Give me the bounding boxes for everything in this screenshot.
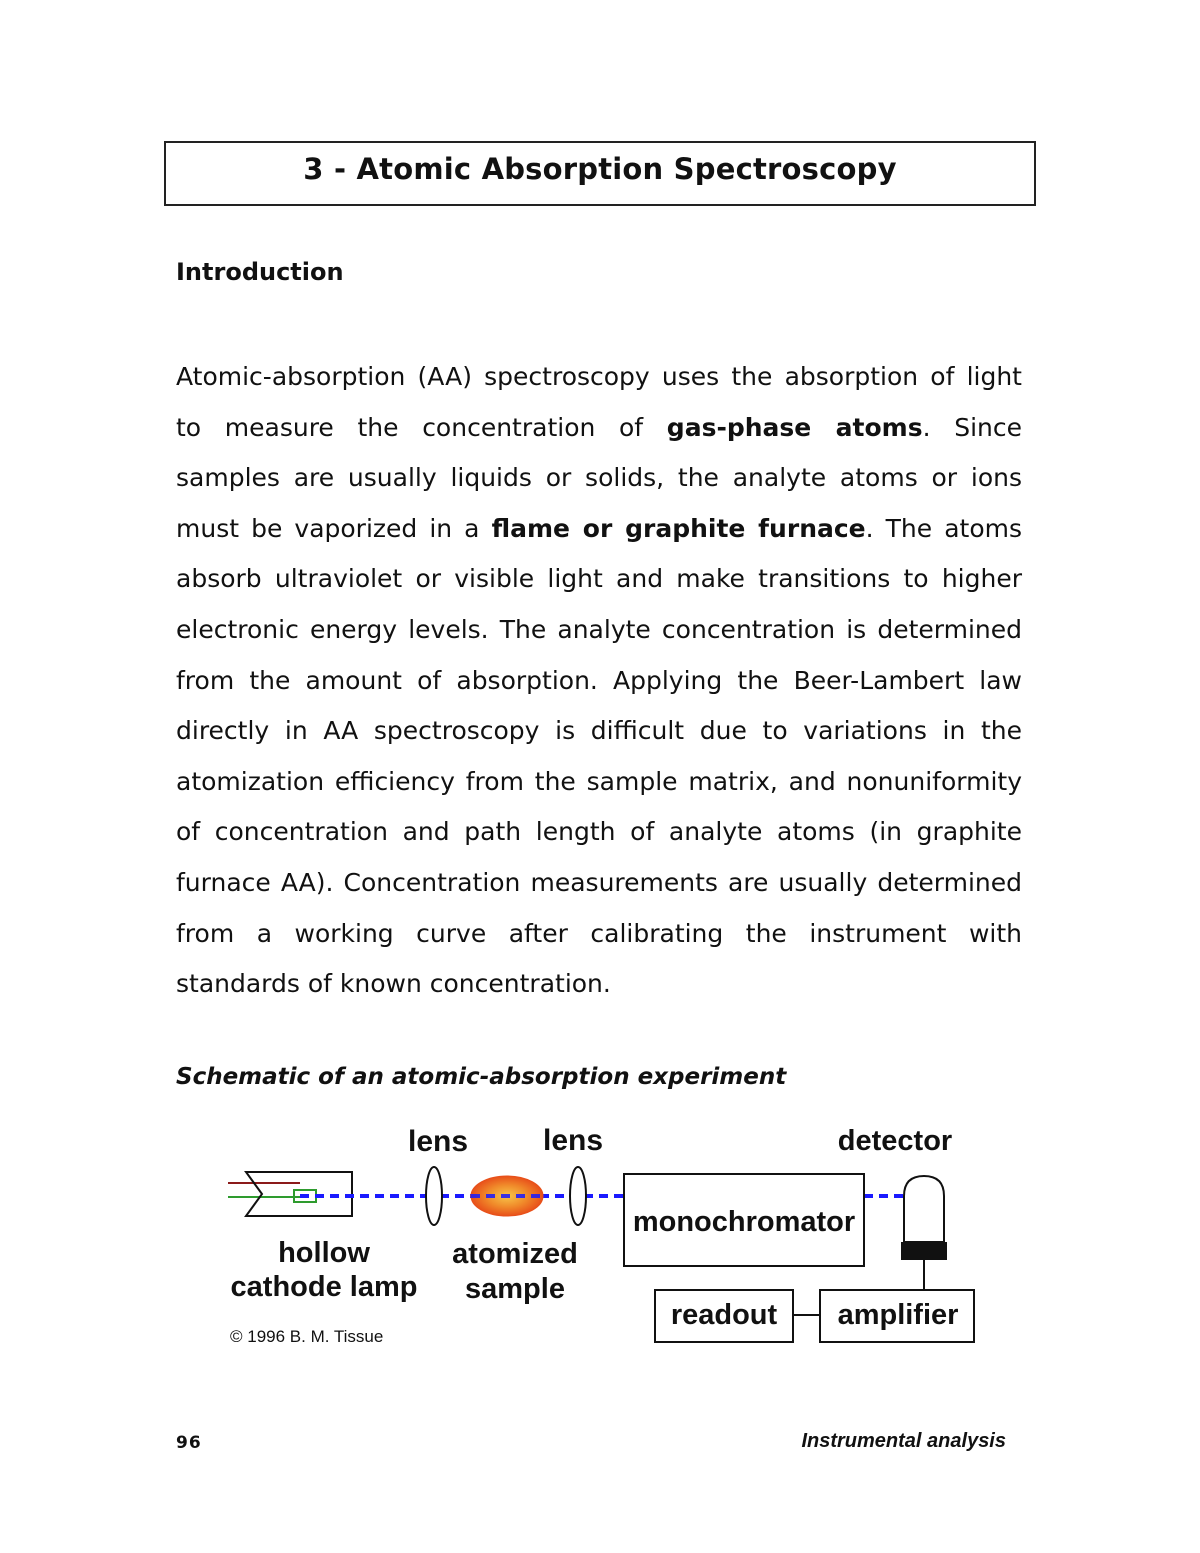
copyright-label: © 1996 B. M. Tissue [230,1327,384,1346]
paragraph-bold-2: flame or graphite furnace [491,513,866,543]
detector-icon [901,1176,947,1290]
lamp-label-line-1: hollow [278,1237,370,1269]
lamp-label-line-2: cathode lamp [230,1271,418,1303]
readout-label: readout [670,1299,778,1331]
lens-1-label: lens [407,1125,469,1158]
sample-label-line-1: atomized [452,1238,578,1270]
lens-1-icon [426,1167,442,1225]
lens-2-icon [570,1167,586,1225]
footer-book-title: Instrumental analysis [801,1430,1006,1452]
paragraph-text-2: . Since samples are usually liquids or solids, the analyte atoms or ions must be vaporized in a [176,412,1022,543]
sample-label-line-2: sample [465,1273,565,1305]
section-heading: Introduction [176,258,344,286]
paragraph-bold-1: gas-phase atoms [666,412,923,442]
schematic-caption: Schematic of an atomic-absorption experiment [176,1064,787,1090]
lens-2-label: lens [542,1124,604,1157]
detector-label: detector [837,1125,953,1157]
monochromator-label: monochromator [632,1206,856,1238]
paragraph-text-3: . The atoms absorb ultraviolet or visible light and make transitions to higher electronic energy levels. The analyte concentration is determined from the amount of absorption. Applying the Beer-Lambert law directly in AA spectroscopy is difficult due to variations in the atomization efficiency from the sample matrix, and nonuniformity of concentration and path length of analyte atoms (in graphite furnace AA). Concentration measurements are usually determined from a working curve after calibrating the instrument with standards of known concentration. [176,513,1022,999]
paragraph-text-1: Atomic-absorption (AA) spectroscopy uses the absorption of light to measure the concentration of [176,362,1022,442]
page-title: 3 - Atomic Absorption Spectroscopy [303,151,897,186]
amplifier-label: amplifier [837,1299,959,1331]
page-number: 96 [176,1433,202,1453]
